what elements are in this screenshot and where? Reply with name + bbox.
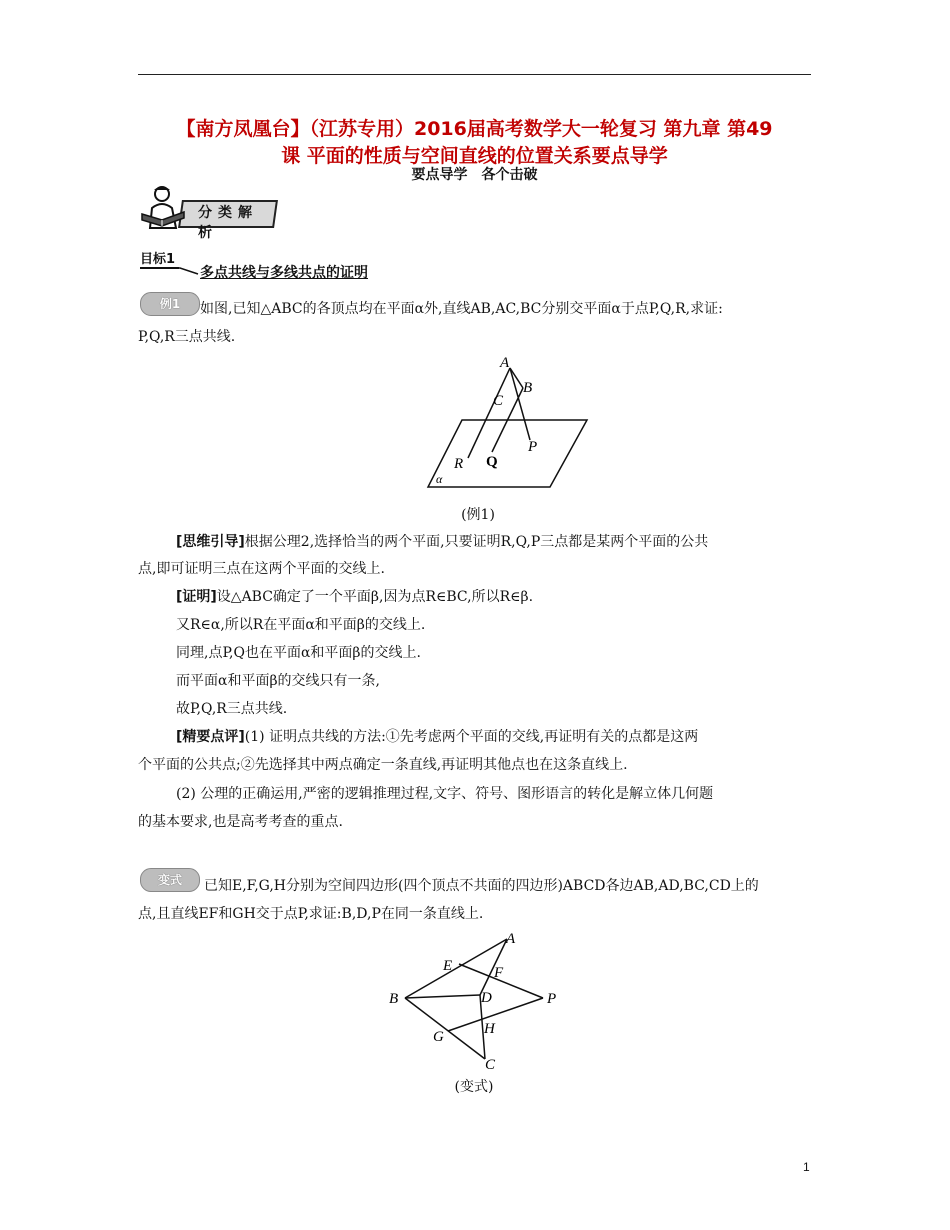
label-alpha: α <box>436 472 443 486</box>
proof-line5: 故P,Q,R三点共线. <box>176 701 288 717</box>
label-E: E <box>443 958 453 974</box>
example1-figure <box>420 350 600 495</box>
comment-label: [精要点评] <box>176 729 245 745</box>
header-rule <box>138 74 811 75</box>
label-B: B <box>523 380 533 396</box>
proof-line1 <box>138 585 818 609</box>
proof-label: [证明] <box>176 589 217 605</box>
example-tag: 例1 <box>140 292 200 316</box>
label-G: G <box>433 1029 444 1045</box>
label-A: A <box>506 931 516 947</box>
banner-label: 分类解析 <box>198 205 258 241</box>
variant-tag: 变式 <box>140 868 200 892</box>
example1-problem-line2: P,Q,R三点共线. <box>138 329 236 345</box>
guide-label: [思维引导] <box>176 534 245 550</box>
comment-line3: (2) 公理的正确运用,严密的逻辑推理过程,文字、符号、图形语言的转化是解立体几何题 <box>176 786 714 802</box>
comment-line4: 的基本要求,也是高考考查的重点. <box>138 814 343 830</box>
person-reading-icon <box>140 184 192 232</box>
label-Q: Q <box>486 454 498 470</box>
comment-line2: 个平面的公共点;②先选择其中两点确定一条直线,再证明其他点也在这条直线上. <box>138 757 628 773</box>
label-H: H <box>484 1021 495 1037</box>
label-A: A <box>500 355 510 371</box>
goal-text: 多点共线与多线共点的证明 <box>200 265 368 281</box>
example1-caption: (例1) <box>461 507 495 523</box>
doc-subtitle: 要点导学 各个击破 <box>411 167 538 183</box>
guide-line1 <box>138 530 818 554</box>
guide-line2: 点,即可证明三点在这两个平面的交线上. <box>138 561 385 577</box>
doc-title-line1: 【南方凤凰台】（江苏专用）2016届高考数学大一轮复习 第九章 第49 <box>176 118 773 140</box>
page-number: 1 <box>803 1160 810 1174</box>
proof-line3: 同理,点P,Q也在平面α和平面β的交线上. <box>176 645 421 661</box>
comment-line1 <box>138 725 818 749</box>
label-R: R <box>454 456 464 472</box>
proof-line2: 又R∈α,所以R在平面α和平面β的交线上. <box>176 617 426 633</box>
goal-arrow-icon <box>140 248 200 278</box>
variant-figure <box>385 925 570 1073</box>
variant-problem-line1: 已知E,F,G,H分别为空间四边形(四个顶点不共面的四边形)ABCD各边AB,AD,BC,CD上的 <box>204 878 759 894</box>
label-C: C <box>493 393 504 409</box>
label-F: F <box>494 965 504 981</box>
goal-label: 目标1 <box>140 248 179 269</box>
proof-text: 设△ABC确定了一个平面β,因为点R∈BC,所以R∈β. <box>216 589 534 605</box>
goal-marker <box>140 248 200 278</box>
section-banner <box>140 184 275 241</box>
variant-caption: (变式) <box>454 1079 494 1095</box>
label-C: C <box>485 1057 496 1073</box>
variant-problem-line2: 点,且直线EF和GH交于点P,求证:B,D,P在同一条直线上. <box>138 906 484 922</box>
label-D: D <box>481 990 492 1006</box>
guide-text: 根据公理2,选择恰当的两个平面,只要证明R,Q,P三点都是某两个平面的公共 <box>244 534 709 550</box>
label-P: P <box>547 991 557 1007</box>
label-B: B <box>389 991 399 1007</box>
doc-title-line2: 课 平面的性质与空间直线的位置关系要点导学 <box>281 145 668 167</box>
example1-problem-line1: 如图,已知△ABC的各顶点均在平面α外,直线AB,AC,BC分别交平面α于点P,Q,R,求证: <box>200 301 723 317</box>
comment-text: (1) 证明点共线的方法:①先考虑两个平面的交线,再证明有关的点都是这两 <box>244 729 699 745</box>
label-P: P <box>528 439 538 455</box>
proof-line4: 而平面α和平面β的交线只有一条, <box>176 673 380 689</box>
